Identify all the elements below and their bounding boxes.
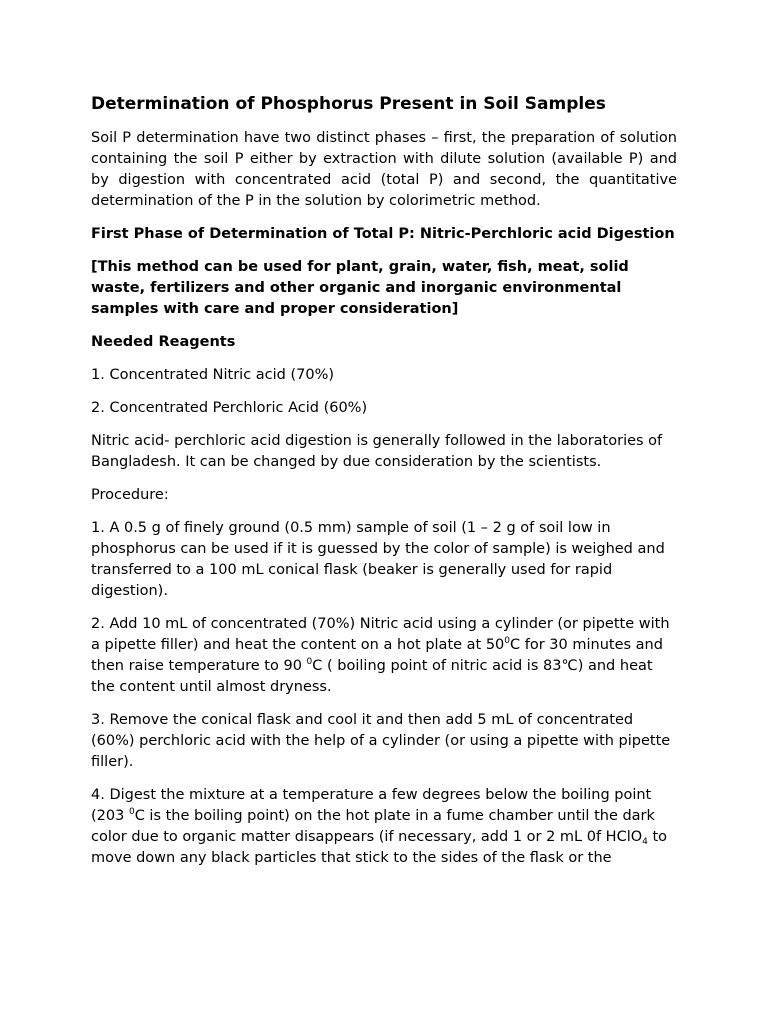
procedure-step-1: 1. A 0.5 g of finely ground (0.5 mm) sample of soil (1 – 2 g of soil low in phosphorus can be used if it is guessed by the color of sample) is weighed and transferred to a 100 mL conical flask (beaker is generally used for rapid digestion).	[91, 520, 665, 599]
procedure-step-3: 3. Remove the conical flask and cool it and then add 5 mL of concentrated (60%) perchloric acid with the help of a cylinder (or using a pipette with pipette filler).	[91, 712, 671, 770]
degree-superscript: 0	[128, 807, 135, 817]
reagent-item: 1. Concentrated Nitric acid (70%)	[91, 367, 335, 383]
first-phase-heading: First Phase of Determination of Total P: Nitric-Perchloric acid Digestion	[91, 226, 675, 242]
degree-superscript: 0	[306, 657, 313, 667]
step-2-text: C ( boiling point of nitric acid is 83℃) and heat the content until almost dryness.	[91, 658, 653, 695]
procedure-heading: Procedure:	[91, 487, 169, 503]
degree-superscript: 0	[504, 636, 511, 646]
intro-paragraph: Soil P determination have two distinct phases – first, the preparation of solution containing the soil P either by extraction with dilute solution (available P) and by digestion with concentrated acid (total P) and second, the quantitative determination of the P in the solution by colorimetric method.	[91, 130, 677, 209]
procedure-step-4	[91, 785, 677, 869]
step-4-text: to move down any black particles that stick to the sides of the flask or the	[91, 829, 668, 866]
subscript: 4	[642, 837, 648, 847]
step-2-text: 2. Add 10 mL of concentrated (70%) Nitric acid using a cylinder (or pipette with a pipette filler) and heat the content on a hot plate at 50	[91, 616, 670, 653]
reagents-heading: Needed Reagents	[91, 334, 236, 350]
procedure-step-2	[91, 614, 677, 698]
step-2-text: C for 30 minutes and then raise temperature to 90	[91, 637, 663, 674]
method-note: [This method can be used for plant, grain, water, fish, meat, solid waste, fertilizers and other organic and inorganic environmental samples with care and proper consideration]	[91, 259, 629, 317]
digestion-note: Nitric acid- perchloric acid digestion is generally followed in the laboratories of Bangladesh. It can be changed by due consideration by the scientists.	[91, 433, 663, 470]
document-title: Determination of Phosphorus Present in Soil Samples	[91, 94, 606, 114]
step-4-text: C is the boiling point) on the hot plate in a fume chamber until the dark color due to organic matter disappears (if necessary, add 1 or 2 mL 0f HClO	[91, 808, 655, 845]
reagent-item: 2. Concentrated Perchloric Acid (60%)	[91, 400, 368, 416]
step-4-text: 4. Digest the mixture at a temperature a few degrees below the boiling point (203	[91, 787, 652, 824]
